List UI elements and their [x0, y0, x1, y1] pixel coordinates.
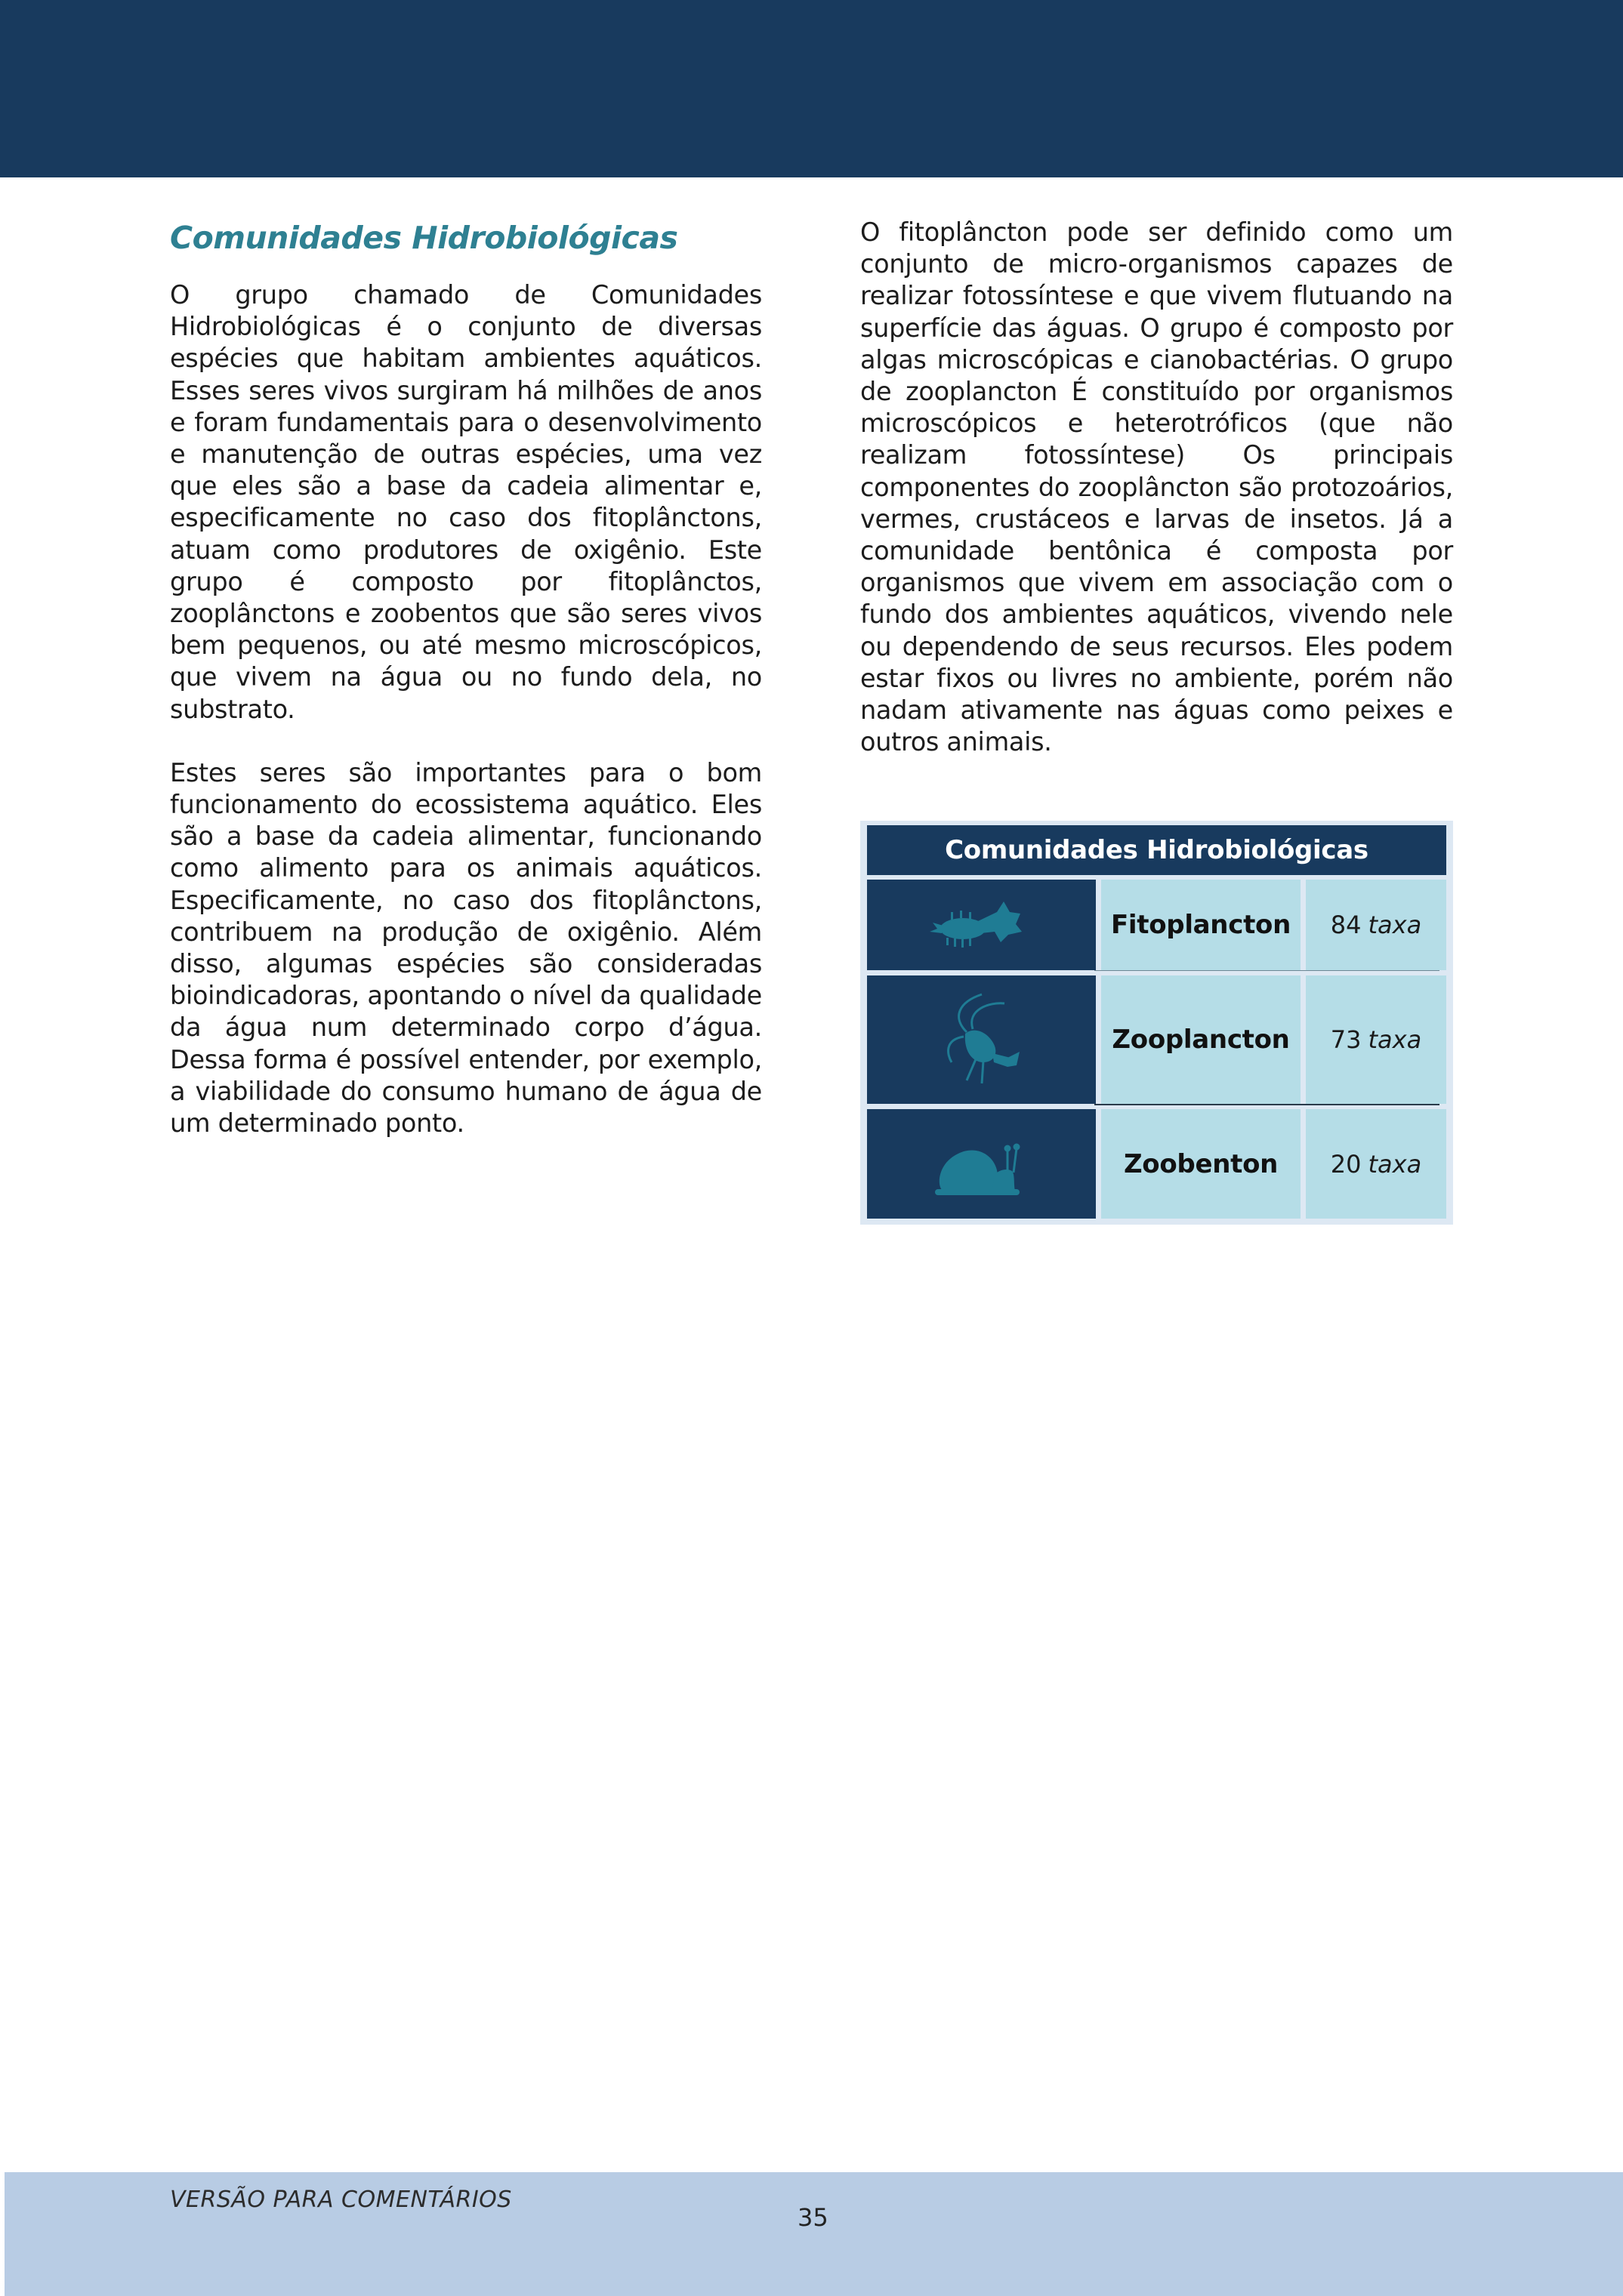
taxa-count: 20 — [1330, 1149, 1362, 1179]
header-band — [0, 0, 1623, 177]
table-name-cell: Zoobenton — [1101, 1109, 1301, 1219]
row-divider — [1094, 1104, 1439, 1105]
table-icon-cell — [867, 880, 1096, 970]
table-name-cell: Zooplancton — [1101, 975, 1301, 1104]
row-divider — [1094, 970, 1439, 971]
left-column — [170, 219, 762, 1171]
table-header: Comunidades Hidrobiológicas — [867, 825, 1446, 875]
intro-paragraph: O grupo chamado de Comunidades Hidrobiológicas é o conjunto de diversas espécies que habitam ambientes aquáticos. Esses seres vivos surgiram há milhões de anos e foram fundamentais para o desenvolvimento e manutenção de outras espécies, uma vez que eles são a base da cadeia alimentar e, especificamente no caso dos fitoplânctons, atuam como produtores de oxigênio. Este grupo é composto por fitoplânctos, zooplânctons e zoobentos que são seres vivos bem pequenos, ou até mesmo microscópicos, que vivem na água ou no fundo dela, no substrato. — [170, 280, 762, 724]
taxa-unit: taxa — [1368, 1025, 1422, 1054]
table-count-cell — [1306, 880, 1446, 970]
table-count-cell — [1306, 1109, 1446, 1219]
right-column — [860, 217, 1453, 790]
phytoplankton-icon — [925, 898, 1038, 951]
snail-icon — [929, 1130, 1035, 1198]
taxa-unit: taxa — [1368, 911, 1422, 939]
taxa-count: 84 — [1330, 911, 1362, 939]
table-row-zoobenton — [867, 1109, 1446, 1219]
section-title: Comunidades Hidrobiológicas — [170, 220, 678, 256]
page-number: 35 — [798, 2203, 828, 2232]
taxa-unit: taxa — [1368, 1149, 1422, 1179]
table-name-cell: Fitoplancton — [1101, 880, 1301, 970]
table-icon-cell — [867, 1109, 1096, 1219]
taxa-count: 73 — [1330, 1025, 1362, 1054]
table-row-fitoplancton — [867, 880, 1446, 970]
table-row-zooplancton — [867, 975, 1446, 1104]
footer-note: VERSÃO PARA COMENTÁRIOS — [170, 2187, 512, 2213]
table-count-cell — [1306, 975, 1446, 1104]
communities-table — [860, 821, 1453, 1225]
table-icon-cell — [867, 975, 1096, 1104]
zooplankton-icon — [929, 987, 1035, 1093]
definition-paragraph: O fitoplâncton pode ser definido como um conjunto de micro-organismos capazes de realizar fotossíntese e que vivem flutuando na superfície das águas. O grupo é composto por algas microscópicas e cianobactérias. O grupo de zooplancton É constituído por organismos microscópicos e heterotróficos (que não realizam fotossíntese) Os principais componentes do zooplâncton são protozoários, vermes, crustáceos e larvas de insetos. Já a comunidade bentônica é composta por organismos que vivem em associação com o fundo dos ambientes aquáticos, vivendo nele ou dependendo de seus recursos. Eles podem estar fixos ou livres no ambiente, porém não nadam ativamente nas águas como peixes e outros animais. — [860, 217, 1453, 757]
importance-paragraph: Estes seres são importantes para o bom funcionamento do ecossistema aquático. Eles são a base da cadeia alimentar, funcionando como alimento para os animais aquáticos. Especificamente, no caso dos fitoplânctons, contribuem na produção de oxigênio. Além disso, algumas espécies são consideradas bioindicadoras, apontando o nível da qualidade da água num determinado corpo d’água. Dessa forma é possível entender, por exemplo, a viabilidade do consumo humano de água de um determinado ponto. — [170, 757, 762, 1139]
